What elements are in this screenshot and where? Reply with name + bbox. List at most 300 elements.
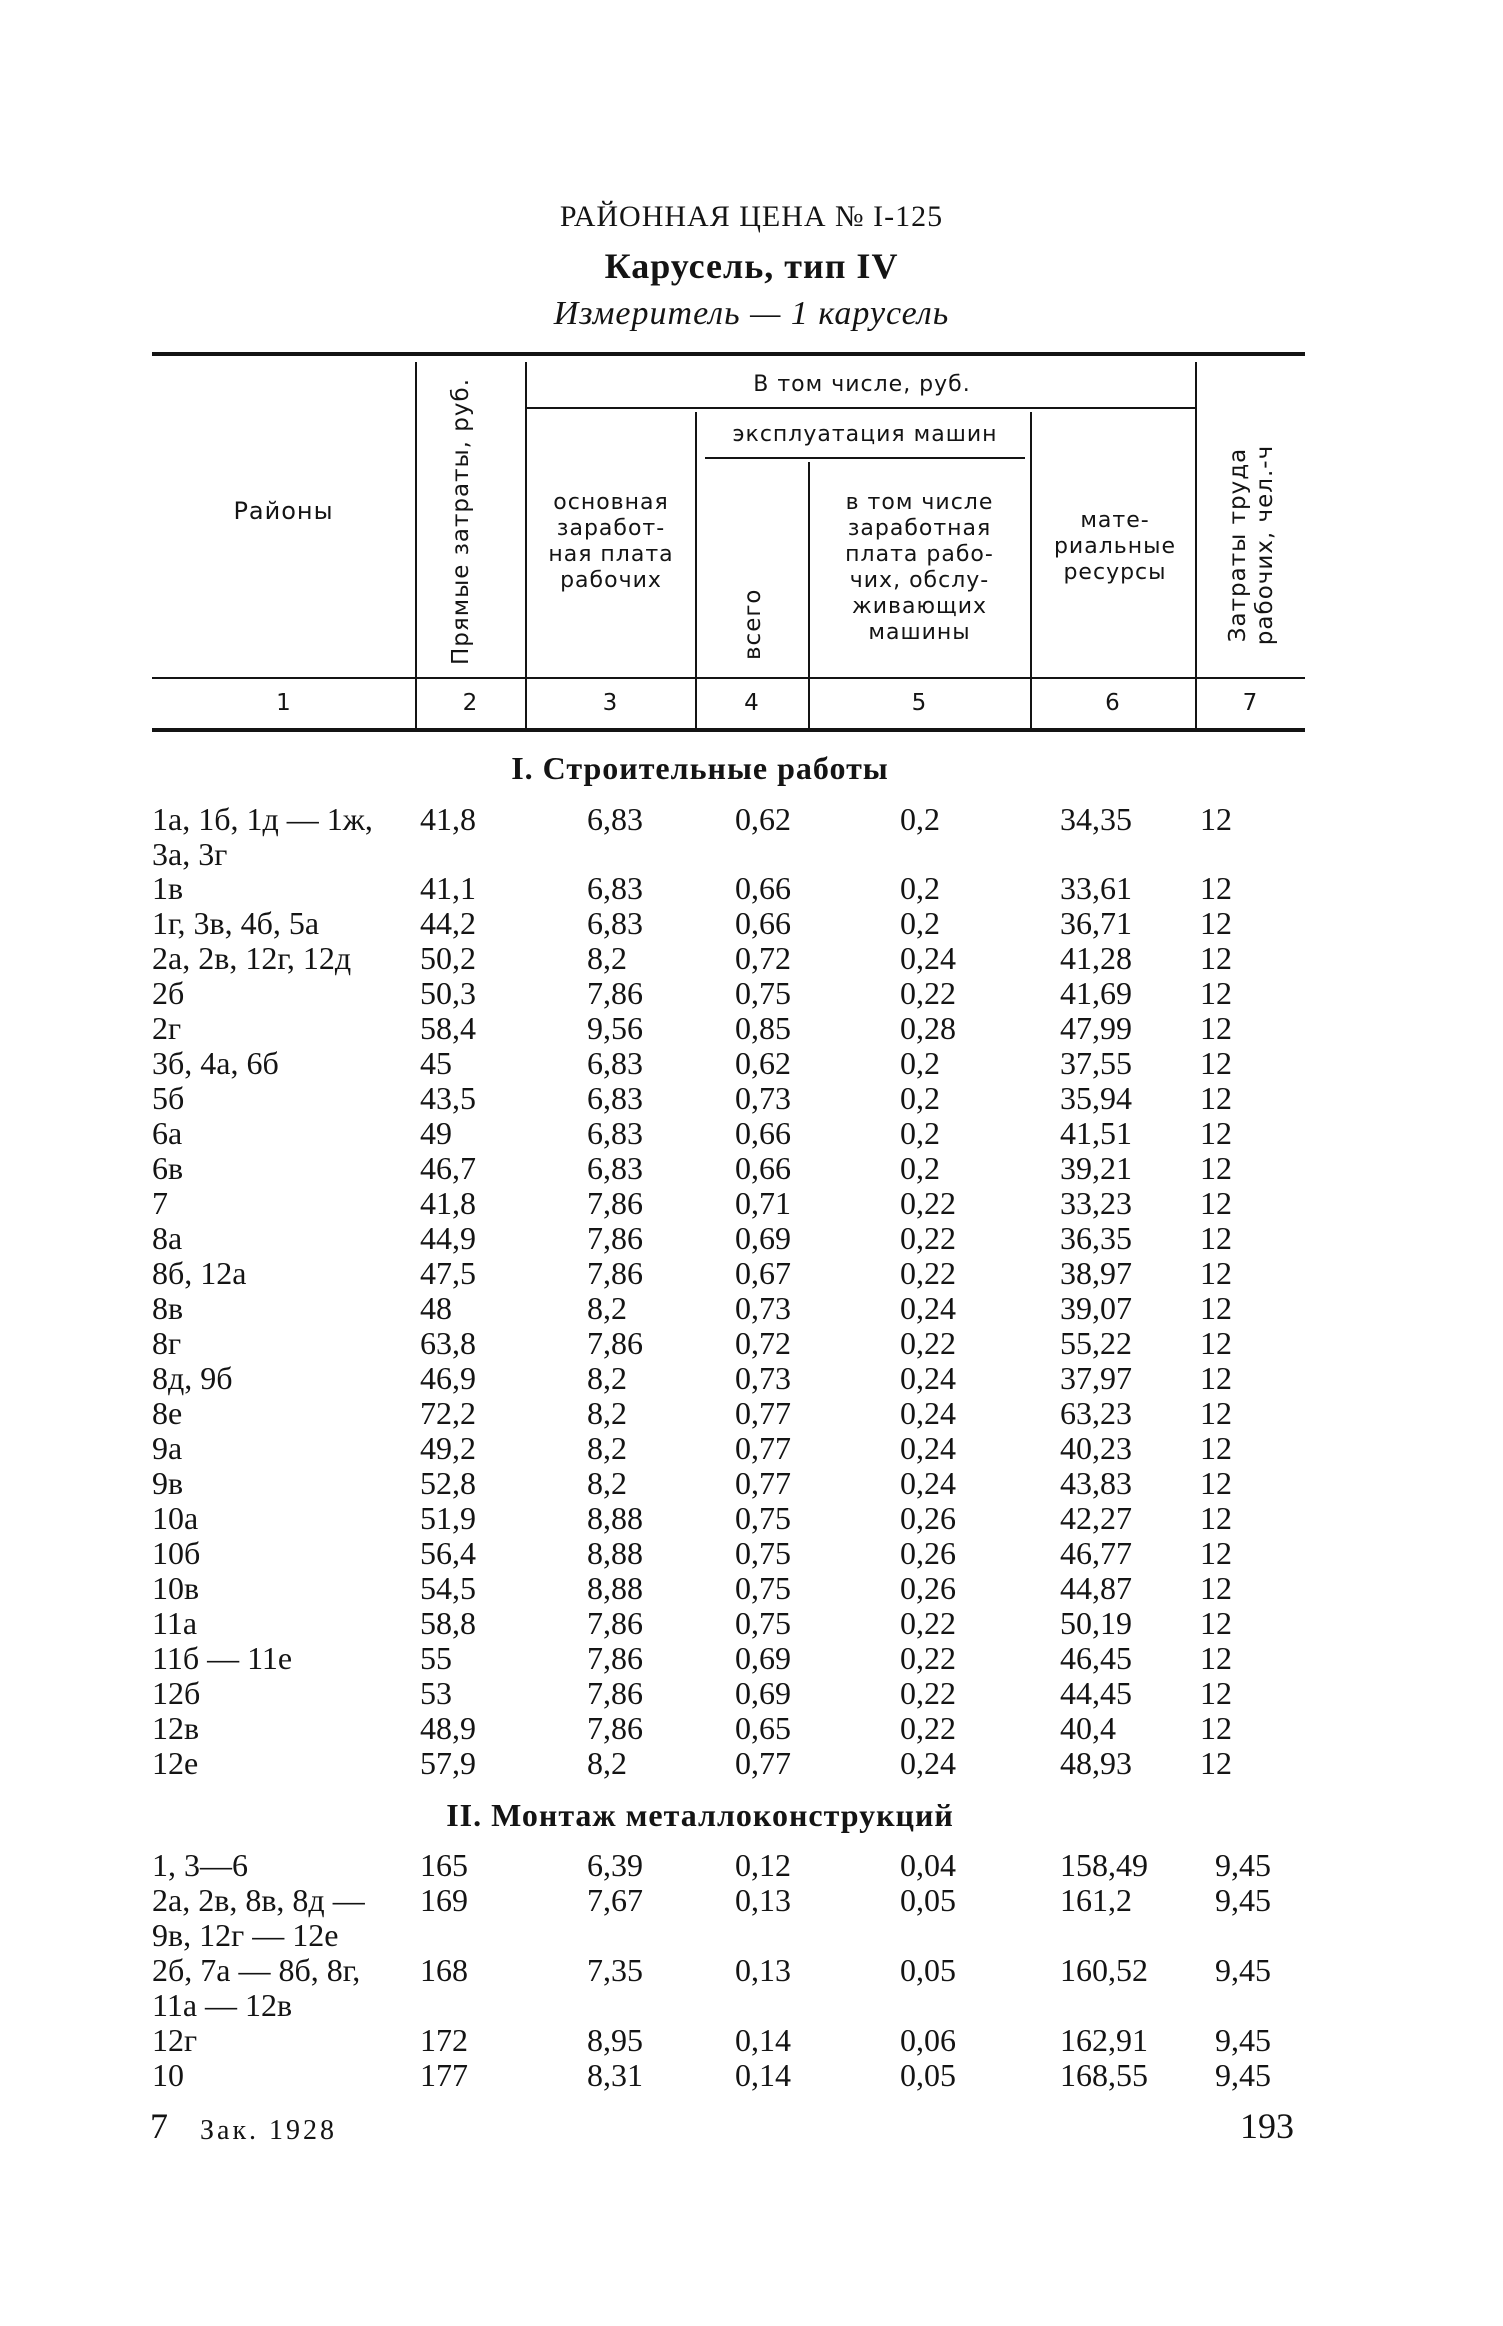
col-number-4: 4 — [744, 690, 759, 716]
col-labor-text: Затраты труда рабочих, чел.-ч — [1225, 444, 1278, 646]
materials-cell: 37,55 — [1060, 1045, 1132, 1081]
direct-costs-cell: 165 — [420, 1847, 468, 1883]
table-row — [0, 1536, 1503, 1571]
table-row — [0, 1431, 1503, 1466]
materials-cell: 41,28 — [1060, 940, 1132, 976]
basic-wage-cell: 6,83 — [587, 801, 643, 837]
basic-wage-cell: 8,2 — [587, 1465, 627, 1501]
basic-wage-cell: 7,86 — [587, 1710, 643, 1746]
col-number-7: 7 — [1242, 690, 1258, 716]
region-cell-cont: 3а, 3г — [152, 836, 228, 872]
direct-costs-cell: 63,8 — [420, 1325, 476, 1361]
machine-wage-cell: 0,22 — [900, 1185, 956, 1221]
basic-wage-cell: 7,86 — [587, 1325, 643, 1361]
materials-cell: 44,45 — [1060, 1675, 1132, 1711]
col5-line5: живающих — [851, 594, 988, 619]
labor-cell: 12 — [1200, 1080, 1232, 1116]
machines-total-cell: 0,73 — [735, 1290, 791, 1326]
machines-total-cell: 0,69 — [735, 1640, 791, 1676]
vline-3 — [695, 412, 697, 728]
machines-total-cell: 0,75 — [735, 1605, 791, 1641]
labor-cell: 12 — [1200, 1325, 1232, 1361]
machine-wage-cell: 0,28 — [900, 1010, 956, 1046]
col6-line1: мате- — [1080, 508, 1150, 533]
labor-cell: 12 — [1200, 1640, 1232, 1676]
table-row — [0, 801, 1503, 872]
basic-wage-cell: 8,88 — [587, 1535, 643, 1571]
machine-wage-cell: 0,05 — [900, 2057, 956, 2093]
col-number-3: 3 — [602, 690, 618, 716]
basic-wage-cell: 7,86 — [587, 1185, 643, 1221]
region-cell: 12б — [152, 1675, 201, 1711]
direct-costs-cell: 47,5 — [420, 1255, 476, 1291]
region-cell: 8е — [152, 1395, 183, 1431]
machine-wage-cell: 0,05 — [900, 1952, 956, 1988]
machine-wage-cell: 0,04 — [900, 1847, 956, 1883]
region-cell: 8г — [152, 1325, 182, 1361]
basic-wage-cell: 8,88 — [587, 1570, 643, 1606]
col6-line2: риальные — [1053, 534, 1177, 559]
machines-total-cell: 0,65 — [735, 1710, 791, 1746]
labor-cell: 9,45 — [1215, 1847, 1271, 1883]
col-number-1: 1 — [276, 690, 291, 716]
materials-cell: 160,52 — [1060, 1952, 1148, 1988]
region-cell: 1г, 3в, 4б, 5а — [152, 905, 320, 941]
machine-wage-cell: 0,22 — [900, 1675, 956, 1711]
machines-total-cell: 0,66 — [735, 1150, 791, 1186]
basic-wage-cell: 8,2 — [587, 1430, 627, 1466]
materials-cell: 33,61 — [1060, 870, 1132, 906]
labor-cell: 12 — [1200, 1430, 1232, 1466]
basic-wage-cell: 7,35 — [587, 1952, 643, 1988]
materials-cell: 43,83 — [1060, 1465, 1132, 1501]
labor-cell: 9,45 — [1215, 2022, 1271, 2058]
region-cell: 1а, 1б, 1д — 1ж, — [152, 801, 373, 837]
region-cell: 6в — [152, 1150, 184, 1186]
basic-wage-cell: 7,86 — [587, 1255, 643, 1291]
machine-wage-cell: 0,26 — [900, 1500, 956, 1536]
region-cell: 10 — [152, 2057, 184, 2093]
region-cell: 1, 3—6 — [152, 1847, 248, 1883]
machines-total-cell: 0,67 — [735, 1255, 791, 1291]
machine-wage-cell: 0,24 — [900, 1290, 956, 1326]
col-number-5: 5 — [911, 690, 927, 716]
labor-cell: 12 — [1200, 1360, 1232, 1396]
signature-number: 7 — [150, 2106, 168, 2146]
basic-wage-cell: 8,2 — [587, 1745, 627, 1781]
machines-total-cell: 0,75 — [735, 1500, 791, 1536]
machine-wage-cell: 0,22 — [900, 1325, 956, 1361]
table-row — [0, 941, 1503, 976]
col-basic-wage-header — [527, 490, 695, 594]
labor-cell: 12 — [1200, 870, 1232, 906]
machine-wage-cell: 0,22 — [900, 1710, 956, 1746]
labor-cell: 12 — [1200, 1570, 1232, 1606]
region-cell: 9а — [152, 1430, 183, 1466]
machines-total-cell: 0,77 — [735, 1745, 791, 1781]
machines-total-cell: 0,66 — [735, 1115, 791, 1151]
col3-line2: заработ- — [556, 516, 666, 541]
direct-costs-cell: 48 — [420, 1290, 452, 1326]
direct-costs-cell: 53 — [420, 1675, 452, 1711]
labor-cell: 12 — [1200, 1675, 1232, 1711]
table-row — [0, 1952, 1503, 2023]
machine-wage-cell: 0,2 — [900, 1045, 940, 1081]
col-labor-header — [1225, 430, 1279, 660]
section-title: II. Монтаж металлоконструкций — [446, 1797, 954, 1833]
direct-costs-cell: 58,4 — [420, 1010, 476, 1046]
basic-wage-cell: 7,86 — [587, 1640, 643, 1676]
direct-costs-cell: 43,5 — [420, 1080, 476, 1116]
col-regions-header: Районы — [233, 497, 334, 525]
basic-wage-cell: 6,83 — [587, 905, 643, 941]
vline-4 — [808, 462, 810, 728]
machines-total-cell: 0,72 — [735, 1325, 791, 1361]
labor-cell: 9,45 — [1215, 1952, 1271, 1988]
direct-costs-cell: 56,4 — [420, 1535, 476, 1571]
direct-costs-cell: 48,9 — [420, 1710, 476, 1746]
vline-5 — [1030, 412, 1032, 728]
materials-cell: 38,97 — [1060, 1255, 1132, 1291]
basic-wage-cell: 7,86 — [587, 1675, 643, 1711]
materials-cell: 47,99 — [1060, 1010, 1132, 1046]
direct-costs-cell: 168 — [420, 1952, 468, 1988]
order-number: Зак. 1928 — [200, 2115, 338, 2146]
machines-total-cell: 0,85 — [735, 1010, 791, 1046]
region-cell: 2б — [152, 975, 185, 1011]
machines-total-cell: 0,62 — [735, 1045, 791, 1081]
basic-wage-cell: 8,31 — [587, 2057, 643, 2093]
machine-wage-cell: 0,06 — [900, 2022, 956, 2058]
table-row — [0, 1046, 1503, 1081]
machines-total-cell: 0,13 — [735, 1952, 791, 1988]
machines-total-cell: 0,77 — [735, 1430, 791, 1466]
direct-costs-cell: 55 — [420, 1640, 452, 1676]
unit-of-measure: Измеритель — 1 карусель — [553, 295, 950, 332]
labor-cell: 12 — [1200, 1115, 1232, 1151]
table-row — [0, 2058, 1503, 2093]
numbers-bottom-rule — [152, 728, 1305, 732]
table-row — [0, 1466, 1503, 1501]
materials-cell: 55,22 — [1060, 1325, 1132, 1361]
region-cell: 3б, 4а, 6б — [152, 1045, 279, 1081]
direct-costs-cell: 44,9 — [420, 1220, 476, 1256]
header-bottom-rule — [152, 677, 1305, 679]
materials-cell: 46,77 — [1060, 1535, 1132, 1571]
machine-wage-cell: 0,22 — [900, 1220, 956, 1256]
top-rule — [152, 352, 1305, 356]
col-direct-costs-text: Прямые затраты, руб. — [448, 377, 474, 665]
labor-cell: 12 — [1200, 1710, 1232, 1746]
materials-cell: 41,69 — [1060, 975, 1132, 1011]
section-title: I. Строительные работы — [511, 750, 889, 786]
col6-line3: ресурсы — [1063, 560, 1167, 585]
basic-wage-cell: 9,56 — [587, 1010, 643, 1046]
materials-cell: 35,94 — [1060, 1080, 1132, 1116]
direct-costs-cell: 58,8 — [420, 1605, 476, 1641]
materials-cell: 36,35 — [1060, 1220, 1132, 1256]
labor-cell: 12 — [1200, 1535, 1232, 1571]
table-row — [0, 1606, 1503, 1641]
table-row — [0, 1396, 1503, 1431]
vline-1 — [415, 362, 417, 728]
labor-cell: 12 — [1200, 1220, 1232, 1256]
region-cell: 8б, 12а — [152, 1255, 247, 1291]
machines-rule — [705, 457, 1025, 459]
materials-cell: 40,23 — [1060, 1430, 1132, 1466]
region-cell: 7 — [152, 1185, 168, 1221]
direct-costs-cell: 46,9 — [420, 1360, 476, 1396]
labor-cell: 12 — [1200, 1255, 1232, 1291]
labor-cell: 12 — [1200, 1185, 1232, 1221]
machine-wage-cell: 0,2 — [900, 1150, 940, 1186]
machine-wage-cell: 0,2 — [900, 1115, 940, 1151]
machine-wage-cell: 0,22 — [900, 1255, 956, 1291]
direct-costs-cell: 46,7 — [420, 1150, 476, 1186]
direct-costs-cell: 41,1 — [420, 870, 476, 906]
machine-wage-cell: 0,05 — [900, 1882, 956, 1918]
basic-wage-cell: 7,86 — [587, 1220, 643, 1256]
machine-wage-cell: 0,24 — [900, 940, 956, 976]
machines-total-cell: 0,69 — [735, 1220, 791, 1256]
region-cell-cont: 11а — 12в — [152, 1987, 293, 2023]
basic-wage-cell: 7,86 — [587, 1605, 643, 1641]
machine-wage-cell: 0,2 — [900, 1080, 940, 1116]
col5-line2: заработная — [847, 516, 992, 541]
table-row — [0, 1711, 1503, 1746]
col-materials-header — [1035, 508, 1195, 586]
materials-cell: 46,45 — [1060, 1640, 1132, 1676]
table-row — [0, 1571, 1503, 1606]
labor-cell: 9,45 — [1215, 1882, 1271, 1918]
machine-wage-cell: 0,2 — [900, 870, 940, 906]
machine-wage-cell: 0,24 — [900, 1360, 956, 1396]
materials-cell: 42,27 — [1060, 1500, 1132, 1536]
materials-cell: 40,4 — [1060, 1710, 1116, 1746]
machines-total-cell: 0,12 — [735, 1847, 791, 1883]
machine-wage-cell: 0,22 — [900, 1605, 956, 1641]
basic-wage-cell: 6,83 — [587, 1115, 643, 1151]
group-rule — [525, 407, 1195, 409]
table-row — [0, 1256, 1503, 1291]
basic-wage-cell: 8,95 — [587, 2022, 643, 2058]
table-row — [0, 1151, 1503, 1186]
machines-total-cell: 0,66 — [735, 870, 791, 906]
machines-total-cell: 0,72 — [735, 940, 791, 976]
machines-total-cell: 0,14 — [735, 2022, 791, 2058]
table-row — [0, 2023, 1503, 2058]
machine-wage-cell: 0,24 — [900, 1395, 956, 1431]
group-header: В том числе, руб. — [753, 372, 971, 397]
basic-wage-cell: 7,67 — [587, 1882, 643, 1918]
labor-cell: 9,45 — [1215, 2057, 1271, 2093]
machine-wage-cell: 0,22 — [900, 975, 956, 1011]
direct-costs-cell: 45 — [420, 1045, 452, 1081]
direct-costs-cell: 49,2 — [420, 1430, 476, 1466]
region-cell: 10б — [152, 1535, 201, 1571]
region-cell: 2б, 7а — 8б, 8г, — [152, 1952, 361, 1988]
basic-wage-cell: 7,86 — [587, 975, 643, 1011]
machines-total-cell: 0,71 — [735, 1185, 791, 1221]
col3-line3: ная плата — [548, 542, 674, 567]
materials-cell: 158,49 — [1060, 1847, 1148, 1883]
direct-costs-cell: 52,8 — [420, 1465, 476, 1501]
col-number-6: 6 — [1105, 690, 1120, 716]
materials-cell: 161,2 — [1060, 1882, 1132, 1918]
table-row — [0, 1746, 1503, 1781]
col-total-text: всего — [740, 588, 766, 660]
machines-total-cell: 0,66 — [735, 905, 791, 941]
materials-cell: 41,51 — [1060, 1115, 1132, 1151]
machine-wage-cell: 0,22 — [900, 1640, 956, 1676]
col-machine-wage-header — [812, 490, 1027, 646]
direct-costs-cell: 57,9 — [420, 1745, 476, 1781]
basic-wage-cell: 6,83 — [587, 1045, 643, 1081]
machines-total-cell: 0,69 — [735, 1675, 791, 1711]
col-total-header — [740, 588, 767, 660]
machines-header: эксплуатация машин — [732, 422, 998, 447]
direct-costs-cell: 44,2 — [420, 905, 476, 941]
materials-cell: 63,23 — [1060, 1395, 1132, 1431]
region-cell: 2г — [152, 1010, 182, 1046]
machines-total-cell: 0,75 — [735, 1570, 791, 1606]
region-cell: 1в — [152, 870, 184, 906]
labor-cell: 12 — [1200, 940, 1232, 976]
region-cell: 12г — [152, 2022, 198, 2058]
table-row — [0, 1882, 1503, 1953]
basic-wage-cell: 6,83 — [587, 1150, 643, 1186]
machines-total-cell: 0,14 — [735, 2057, 791, 2093]
col-number-2: 2 — [462, 690, 478, 716]
basic-wage-cell: 8,2 — [587, 1360, 627, 1396]
table-row — [0, 1116, 1503, 1151]
col5-line1: в том числе — [845, 490, 994, 515]
region-cell: 10в — [152, 1570, 200, 1606]
labor-cell: 12 — [1200, 1290, 1232, 1326]
labor-cell: 12 — [1200, 905, 1232, 941]
region-cell: 8а — [152, 1220, 183, 1256]
direct-costs-cell: 41,8 — [420, 1185, 476, 1221]
labor-cell: 12 — [1200, 801, 1232, 837]
materials-cell: 162,91 — [1060, 2022, 1148, 2058]
machines-total-cell: 0,75 — [735, 975, 791, 1011]
machines-total-cell: 0,77 — [735, 1395, 791, 1431]
machines-total-cell: 0,75 — [735, 1535, 791, 1571]
labor-cell: 12 — [1200, 1605, 1232, 1641]
machine-wage-cell: 0,24 — [900, 1430, 956, 1466]
region-cell: 9в — [152, 1465, 184, 1501]
materials-cell: 37,97 — [1060, 1360, 1132, 1396]
table-row — [0, 1641, 1503, 1676]
basic-wage-cell: 6,83 — [587, 870, 643, 906]
materials-cell: 39,21 — [1060, 1150, 1132, 1186]
machines-total-cell: 0,73 — [735, 1360, 791, 1396]
region-cell: 8д, 9б — [152, 1360, 233, 1396]
col3-line4: рабочих — [560, 568, 662, 593]
col3-line1: основная — [553, 490, 669, 515]
direct-costs-cell: 49 — [420, 1115, 452, 1151]
labor-cell: 12 — [1200, 1500, 1232, 1536]
region-cell: 12в — [152, 1710, 200, 1746]
machines-total-cell: 0,13 — [735, 1882, 791, 1918]
table-row — [0, 1011, 1503, 1046]
labor-cell: 12 — [1200, 1395, 1232, 1431]
direct-costs-cell: 172 — [420, 2022, 468, 2058]
direct-costs-cell: 72,2 — [420, 1395, 476, 1431]
table-row — [0, 1326, 1503, 1361]
col5-line4: чих, обслу- — [849, 568, 990, 593]
machines-total-cell: 0,77 — [735, 1465, 791, 1501]
basic-wage-cell: 8,88 — [587, 1500, 643, 1536]
machine-wage-cell: 0,24 — [900, 1745, 956, 1781]
labor-cell: 12 — [1200, 1745, 1232, 1781]
machine-wage-cell: 0,26 — [900, 1535, 956, 1571]
col5-line6: машины — [868, 620, 971, 645]
labor-cell: 12 — [1200, 1465, 1232, 1501]
region-cell: 6а — [152, 1115, 183, 1151]
basic-wage-cell: 6,39 — [587, 1847, 643, 1883]
machine-wage-cell: 0,2 — [900, 905, 940, 941]
page-number: 193 — [1240, 2106, 1294, 2146]
materials-cell: 34,35 — [1060, 801, 1132, 837]
region-cell: 2а, 2в, 12г, 12д — [152, 940, 352, 976]
materials-cell: 36,71 — [1060, 905, 1132, 941]
materials-cell: 50,19 — [1060, 1605, 1132, 1641]
region-cell: 11б — 11е — [152, 1640, 293, 1676]
direct-costs-cell: 50,3 — [420, 975, 476, 1011]
basic-wage-cell: 8,2 — [587, 940, 627, 976]
table-row — [0, 1291, 1503, 1326]
table-row — [0, 871, 1503, 906]
table-row — [0, 1848, 1503, 1883]
table-row — [0, 1501, 1503, 1536]
direct-costs-cell: 50,2 — [420, 940, 476, 976]
vline-6 — [1195, 362, 1197, 728]
labor-cell: 12 — [1200, 975, 1232, 1011]
basic-wage-cell: 8,2 — [587, 1290, 627, 1326]
machines-total-cell: 0,62 — [735, 801, 791, 837]
col-direct-costs-header — [448, 378, 475, 665]
region-cell-cont: 9в, 12г — 12е — [152, 1917, 339, 1953]
materials-cell: 39,07 — [1060, 1290, 1132, 1326]
machine-wage-cell: 0,26 — [900, 1570, 956, 1606]
materials-cell: 48,93 — [1060, 1745, 1132, 1781]
region-cell: 5б — [152, 1080, 185, 1116]
direct-costs-cell: 169 — [420, 1882, 468, 1918]
basic-wage-cell: 8,2 — [587, 1395, 627, 1431]
materials-cell: 33,23 — [1060, 1185, 1132, 1221]
region-cell: 2а, 2в, 8в, 8д — — [152, 1882, 365, 1918]
direct-costs-cell: 41,8 — [420, 801, 476, 837]
direct-costs-cell: 177 — [420, 2057, 468, 2093]
labor-cell: 12 — [1200, 1045, 1232, 1081]
direct-costs-cell: 51,9 — [420, 1500, 476, 1536]
machine-wage-cell: 0,2 — [900, 801, 940, 837]
table-row — [0, 906, 1503, 941]
table-row — [0, 1081, 1503, 1116]
col5-line3: плата рабо- — [845, 542, 994, 567]
table-row — [0, 1361, 1503, 1396]
region-cell: 12е — [152, 1745, 199, 1781]
machine-wage-cell: 0,24 — [900, 1465, 956, 1501]
basic-wage-cell: 6,83 — [587, 1080, 643, 1116]
region-cell: 8в — [152, 1290, 184, 1326]
item-title: Карусель, тип IV — [604, 246, 899, 286]
table-row — [0, 976, 1503, 1011]
direct-costs-cell: 54,5 — [420, 1570, 476, 1606]
table-row — [0, 1221, 1503, 1256]
table-row — [0, 1676, 1503, 1711]
